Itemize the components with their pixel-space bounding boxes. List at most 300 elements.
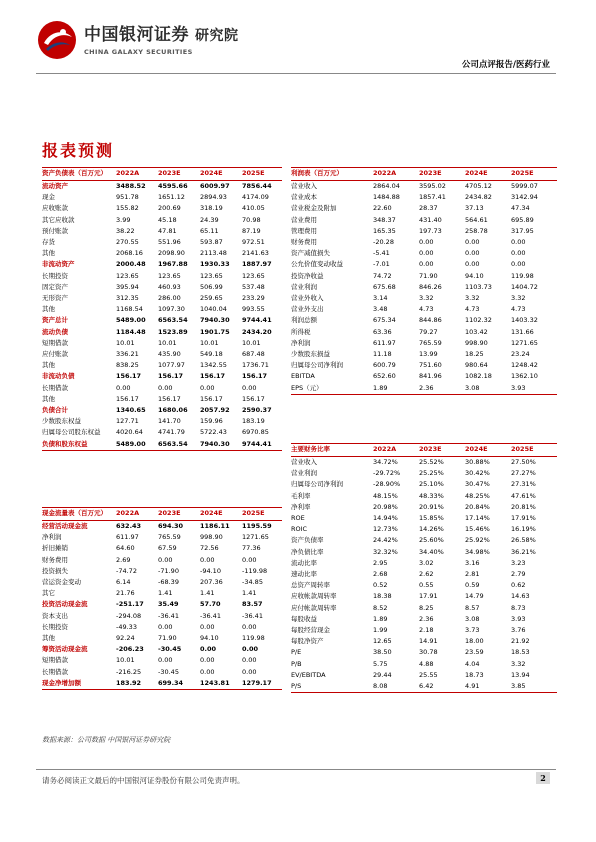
table-row	[291, 681, 557, 693]
footer-divider	[36, 769, 556, 770]
row-label: P/E	[291, 648, 302, 657]
value-cell: 652.60	[373, 372, 396, 381]
value-cell: 74.72	[373, 271, 392, 280]
row-label: 应付账款	[42, 350, 68, 359]
row-label: 筹资活动现金流	[42, 645, 88, 654]
value-cell: -68.39	[158, 578, 179, 587]
table-row	[291, 659, 557, 670]
income-statement-table	[291, 167, 557, 395]
value-cell: 2.79	[511, 570, 526, 579]
value-cell: 71.90	[419, 271, 438, 280]
value-cell: 27.31%	[511, 480, 536, 489]
table-row	[291, 282, 557, 293]
row-label: 管理费用	[291, 226, 317, 235]
value-cell: 841.96	[419, 372, 442, 381]
year-header: 2024E	[200, 168, 242, 181]
year-header: 2022A	[373, 168, 419, 181]
table-row	[42, 439, 282, 451]
value-cell: 25.55	[419, 670, 438, 679]
value-cell: 3142.94	[511, 193, 538, 202]
row-label: 应收帐款周转率	[291, 592, 337, 601]
value-cell: 14.26%	[419, 525, 444, 534]
value-cell: 18.38	[373, 592, 392, 601]
value-cell: 0.00	[465, 238, 480, 247]
value-cell: 1271.65	[511, 338, 538, 347]
table-row	[291, 569, 557, 580]
value-cell: 156.17	[116, 394, 139, 403]
value-cell: 410.05	[242, 204, 265, 213]
value-cell: 4174.09	[242, 193, 269, 202]
value-cell: 25.52%	[419, 458, 444, 466]
row-label: P/S	[291, 681, 373, 693]
value-cell: -216.25	[116, 667, 142, 676]
table-row	[291, 215, 557, 226]
value-cell: 1403.32	[511, 316, 538, 325]
value-cell: -29.72%	[373, 469, 401, 478]
value-cell: 675.68	[373, 282, 396, 291]
value-cell: 233.29	[242, 294, 265, 303]
value-cell: 0.00	[242, 383, 257, 392]
value-cell: -30.45	[158, 667, 179, 676]
value-cell: 14.94%	[373, 514, 398, 523]
value-cell: -34.85	[242, 578, 263, 587]
value-cell: 765.59	[158, 533, 181, 542]
row-label: EBITDA	[291, 372, 315, 381]
value-cell: 1040.04	[200, 305, 227, 314]
value-cell: 6.14	[116, 578, 131, 587]
value-cell: 23.24	[511, 350, 530, 359]
value-cell: -206.23	[116, 645, 144, 654]
value-cell: 431.40	[419, 215, 442, 224]
value-cell: 0.00	[200, 383, 215, 392]
table-row	[42, 566, 282, 577]
value-cell: 23.59	[465, 648, 484, 657]
value-cell: -36.41	[200, 611, 221, 620]
table-row	[42, 293, 282, 304]
value-cell: -7.01	[373, 260, 390, 269]
value-cell: 26.58%	[511, 536, 536, 545]
row-label: 营业利润	[291, 282, 317, 291]
table-row	[42, 360, 282, 371]
value-cell: 699.34	[158, 678, 200, 690]
value-cell: 1857.41	[419, 193, 446, 202]
value-cell: 1.89	[373, 614, 388, 623]
row-label: 固定资产	[42, 282, 68, 291]
value-cell: 0.00	[116, 383, 131, 392]
value-cell: 395.94	[116, 282, 139, 291]
table-row	[291, 271, 557, 282]
value-cell: 72.56	[200, 544, 219, 553]
value-cell: 551.96	[158, 238, 181, 247]
row-label: 营业外收入	[291, 294, 324, 303]
value-cell: 2.95	[373, 558, 388, 567]
value-cell: 6970.85	[242, 428, 269, 437]
value-cell: 10.01	[116, 656, 135, 665]
value-cell: 183.19	[242, 417, 265, 426]
value-cell: -294.08	[116, 611, 142, 620]
value-cell: 348.37	[373, 215, 396, 224]
table-row	[42, 667, 282, 678]
row-label: ROE	[291, 514, 305, 523]
value-cell: 14.63	[511, 592, 530, 601]
value-cell: 3.08	[465, 614, 480, 623]
value-cell: 0.00	[200, 555, 215, 564]
row-label: 现金净增加额	[42, 678, 116, 690]
value-cell: 77.36	[242, 544, 261, 553]
value-cell: 34.98%	[465, 547, 490, 556]
value-cell: 4.91	[465, 681, 511, 693]
row-label: 长期投资	[42, 622, 68, 631]
row-label: 财务费用	[42, 555, 68, 564]
row-label: 折旧摊销	[42, 544, 68, 553]
value-cell: 0.59	[465, 581, 480, 590]
value-cell: 8.08	[373, 681, 419, 693]
value-cell: 38.22	[116, 226, 135, 235]
value-cell: 0.00	[200, 622, 215, 631]
value-cell: -74.72	[116, 566, 137, 575]
value-cell: 27.50%	[511, 458, 536, 466]
table-row	[42, 577, 282, 588]
value-cell: 259.65	[200, 294, 223, 303]
table-row	[42, 315, 282, 326]
table-header-row	[291, 444, 557, 457]
value-cell: 197.73	[419, 226, 442, 235]
value-cell: 312.35	[116, 294, 139, 303]
table-row	[42, 304, 282, 315]
value-cell: 5.75	[373, 659, 388, 668]
value-cell: 1967.88	[158, 260, 188, 269]
disclaimer: 请务必阅读正文最后的中国银河证券股份有限公司免责声明。	[42, 776, 245, 785]
table-row	[291, 181, 557, 193]
table-row	[291, 468, 557, 479]
value-cell: 3.76	[511, 626, 526, 635]
row-label: EPS（元）	[291, 383, 373, 395]
year-header: 2025E	[242, 168, 282, 181]
row-label: 营业税金及附加	[291, 204, 337, 213]
row-label: 资产减值损失	[291, 249, 330, 258]
row-label: 公允价值变动收益	[291, 260, 343, 269]
value-cell: 336.21	[116, 350, 139, 359]
value-cell: 838.25	[116, 361, 139, 370]
value-cell: 47.34	[511, 204, 530, 213]
year-header: 2023E	[419, 444, 465, 457]
value-cell: 65.11	[200, 226, 219, 235]
value-cell: 998.90	[200, 533, 223, 542]
value-cell: 18.53	[511, 648, 530, 657]
row-label: 其他	[42, 249, 55, 258]
row-label: 净利润	[291, 338, 311, 347]
value-cell: 14.91	[419, 637, 438, 646]
row-label: 现金	[42, 193, 55, 202]
table-row	[291, 371, 557, 382]
value-cell: 4.04	[465, 659, 480, 668]
value-cell: 6563.54	[158, 439, 200, 451]
value-cell: 12.73%	[373, 525, 398, 534]
value-cell: 11.18	[373, 350, 392, 359]
value-cell: 155.82	[116, 204, 139, 213]
table-row	[42, 181, 282, 193]
value-cell: 48.33%	[419, 491, 444, 500]
value-cell: 8.52	[373, 603, 388, 612]
table-row	[42, 259, 282, 270]
value-cell: 0.00	[242, 555, 257, 564]
value-cell: 18.00	[465, 637, 484, 646]
row-label: 净负债比率	[291, 547, 324, 556]
value-cell: 7940.30	[200, 439, 242, 451]
table-row	[42, 644, 282, 655]
row-label: 所得税	[291, 327, 311, 336]
value-cell: 70.98	[242, 215, 261, 224]
value-cell: 2.69	[116, 555, 131, 564]
row-label: 每股净资产	[291, 637, 324, 646]
table-row	[42, 427, 282, 438]
table-title: 主要财务比率	[291, 444, 373, 457]
value-cell: 0.00	[158, 555, 173, 564]
row-label: 归属母公司净利润	[291, 480, 343, 489]
value-cell: 998.90	[465, 338, 488, 347]
value-cell: 3595.02	[419, 182, 446, 190]
table-row	[291, 625, 557, 636]
value-cell: 1097.30	[158, 305, 185, 314]
value-cell: 37.13	[465, 204, 484, 213]
table-title: 资产负债表（百万元）	[42, 168, 116, 181]
table-row	[42, 532, 282, 543]
value-cell: 38.50	[373, 648, 392, 657]
table-row	[291, 670, 557, 681]
row-label: 负债合计	[42, 406, 68, 415]
value-cell: -5.41	[373, 249, 390, 258]
value-cell: 4.73	[465, 305, 480, 314]
value-cell: 4595.66	[158, 182, 188, 190]
value-cell: 2000.48	[116, 260, 146, 269]
row-label: 长期投资	[42, 271, 68, 280]
value-cell: 57.70	[200, 600, 221, 609]
value-cell: 0.00	[419, 238, 434, 247]
table-row	[42, 215, 282, 226]
row-label: 资本支出	[42, 611, 68, 620]
value-cell: 123.65	[200, 271, 223, 280]
value-cell: 2864.04	[373, 182, 400, 190]
table-row	[42, 248, 282, 259]
table-row	[42, 203, 282, 214]
value-cell: 9744.41	[242, 316, 272, 325]
table-row	[42, 394, 282, 405]
value-cell: 3.48	[373, 305, 388, 314]
value-cell: 156.17	[116, 372, 142, 381]
value-cell: 6.42	[419, 681, 465, 693]
value-cell: 10.01	[158, 338, 177, 347]
value-cell: 1362.10	[511, 372, 538, 381]
value-cell: 10.01	[200, 338, 219, 347]
table-row	[291, 591, 557, 602]
row-label: 资产负债率	[291, 536, 324, 545]
year-header: 2024E	[200, 508, 242, 521]
value-cell: 1184.48	[116, 327, 146, 336]
year-header: 2023E	[419, 168, 465, 181]
value-cell: 156.17	[200, 372, 226, 381]
value-cell: 8.25	[419, 603, 434, 612]
table-row	[42, 192, 282, 203]
year-header: 2025E	[511, 444, 557, 457]
row-label: 长期借款	[42, 383, 68, 392]
value-cell: 14.79	[465, 592, 484, 601]
value-cell: 3.02	[419, 558, 434, 567]
value-cell: -30.45	[158, 645, 182, 654]
row-label: 净利润	[42, 533, 62, 542]
year-header: 2024E	[465, 444, 511, 457]
row-label: 营业费用	[291, 215, 317, 224]
value-cell: 0.00	[242, 622, 257, 631]
table-row	[291, 248, 557, 259]
value-cell: 0.00	[242, 656, 257, 665]
value-cell: 0.00	[200, 656, 215, 665]
value-cell: 83.57	[242, 600, 263, 609]
value-cell: 183.92	[116, 678, 158, 690]
value-cell: 4020.64	[116, 428, 143, 437]
value-cell: 1.41	[200, 589, 215, 598]
value-cell: 35.49	[158, 600, 179, 609]
value-cell: 0.00	[419, 260, 434, 269]
value-cell: 0.55	[419, 581, 434, 590]
row-label: 存货	[42, 238, 55, 247]
table-row	[42, 383, 282, 394]
value-cell: 5999.07	[511, 182, 538, 190]
row-label: 毛利率	[291, 491, 311, 500]
value-cell: 159.96	[200, 417, 223, 426]
table-row	[291, 547, 557, 558]
table-row	[291, 558, 557, 569]
value-cell: 506.99	[200, 282, 223, 291]
value-cell: 3488.52	[116, 182, 146, 190]
table-row	[291, 360, 557, 371]
value-cell: 2590.37	[242, 406, 272, 415]
value-cell: 3.32	[511, 659, 526, 668]
value-cell: 27.27%	[511, 469, 536, 478]
row-label: 营业外支出	[291, 305, 324, 314]
row-label: 其他	[42, 361, 55, 370]
value-cell: -49.33	[116, 622, 137, 631]
value-cell: 4741.79	[158, 428, 185, 437]
value-cell: 94.10	[200, 634, 219, 643]
row-label: 其他	[42, 394, 55, 403]
value-cell: 20.81%	[511, 502, 536, 511]
table-row	[291, 457, 557, 469]
table-header-row	[291, 168, 557, 181]
table-header-row	[42, 508, 282, 521]
value-cell: 6563.54	[158, 316, 188, 325]
value-cell: 1404.72	[511, 282, 538, 291]
value-cell: 694.30	[158, 522, 184, 530]
value-cell: -119.98	[242, 566, 268, 575]
table-row	[291, 338, 557, 349]
row-label: 少数股东权益	[42, 417, 81, 426]
value-cell: 48.15%	[373, 491, 398, 500]
value-cell: 3.16	[465, 558, 480, 567]
header-divider	[36, 73, 556, 74]
table-row	[291, 315, 557, 326]
value-cell: 611.97	[373, 338, 396, 347]
value-cell: 24.39	[200, 215, 219, 224]
table-row	[291, 327, 557, 338]
value-cell: 6009.97	[200, 182, 230, 190]
value-cell: 5489.00	[116, 439, 158, 451]
table-row	[291, 491, 557, 502]
value-cell: 32.32%	[373, 547, 398, 556]
value-cell: -36.41	[158, 611, 179, 620]
page-number: 2	[536, 772, 550, 784]
table-row	[291, 614, 557, 625]
value-cell: 79.27	[419, 327, 438, 336]
table-row	[42, 655, 282, 666]
value-cell: 48.25%	[465, 491, 490, 500]
value-cell: 15.46%	[465, 525, 490, 534]
year-header: 2023E	[158, 168, 200, 181]
row-label: 其它应收款	[42, 215, 75, 224]
value-cell: 460.93	[158, 282, 181, 291]
value-cell: 0.00	[465, 260, 480, 269]
value-cell: 2434.82	[465, 193, 492, 202]
value-cell: 0.62	[511, 581, 526, 590]
value-cell: 2068.16	[116, 249, 143, 258]
value-cell: 17.14%	[465, 514, 490, 523]
value-cell: 7940.30	[200, 316, 230, 325]
value-cell: 3.08	[465, 383, 511, 395]
value-cell: 593.87	[200, 238, 223, 247]
value-cell: 675.34	[373, 316, 396, 325]
table-row	[42, 405, 282, 416]
value-cell: 119.98	[242, 634, 265, 643]
value-cell: -28.90%	[373, 480, 401, 489]
row-label: 流动资产	[42, 182, 68, 190]
value-cell: 844.86	[419, 316, 442, 325]
value-cell: 600.79	[373, 361, 396, 370]
value-cell: 3.99	[116, 215, 131, 224]
value-cell: 2.18	[419, 626, 434, 635]
value-cell: 2.36	[419, 383, 465, 395]
row-label: 每股经营现金	[291, 626, 330, 635]
value-cell: 4.88	[419, 659, 434, 668]
page-title: 报表预测	[42, 141, 115, 160]
value-cell: 24.42%	[373, 536, 398, 545]
value-cell: 1523.89	[158, 327, 188, 336]
value-cell: 3.23	[511, 558, 526, 567]
value-cell: 1243.81	[200, 678, 242, 690]
value-cell: 0.00	[200, 667, 215, 676]
value-cell: 1102.32	[465, 316, 492, 325]
value-cell: 34.72%	[373, 458, 398, 466]
value-cell: 18.73	[465, 670, 484, 679]
value-cell: 286.00	[158, 294, 181, 303]
row-label: 投资净收益	[291, 271, 324, 280]
row-label: 短期借款	[42, 338, 68, 347]
table-row	[291, 636, 557, 647]
value-cell: 4.73	[419, 305, 434, 314]
value-cell: 63.36	[373, 327, 392, 336]
value-cell: 7856.44	[242, 182, 272, 190]
table-row	[42, 521, 282, 533]
value-cell: 156.17	[158, 372, 184, 381]
value-cell: 200.69	[158, 204, 181, 213]
value-cell: 103.42	[465, 327, 488, 336]
value-cell: 21.76	[116, 589, 135, 598]
row-label: 非流动负债	[42, 372, 75, 381]
value-cell: 30.42%	[465, 469, 490, 478]
value-cell: 0.00	[242, 667, 257, 676]
value-cell: 2.62	[419, 570, 434, 579]
value-cell: 611.97	[116, 533, 139, 542]
row-label: 归属母公司股东权益	[42, 428, 101, 437]
galaxy-logo-icon	[36, 19, 78, 61]
